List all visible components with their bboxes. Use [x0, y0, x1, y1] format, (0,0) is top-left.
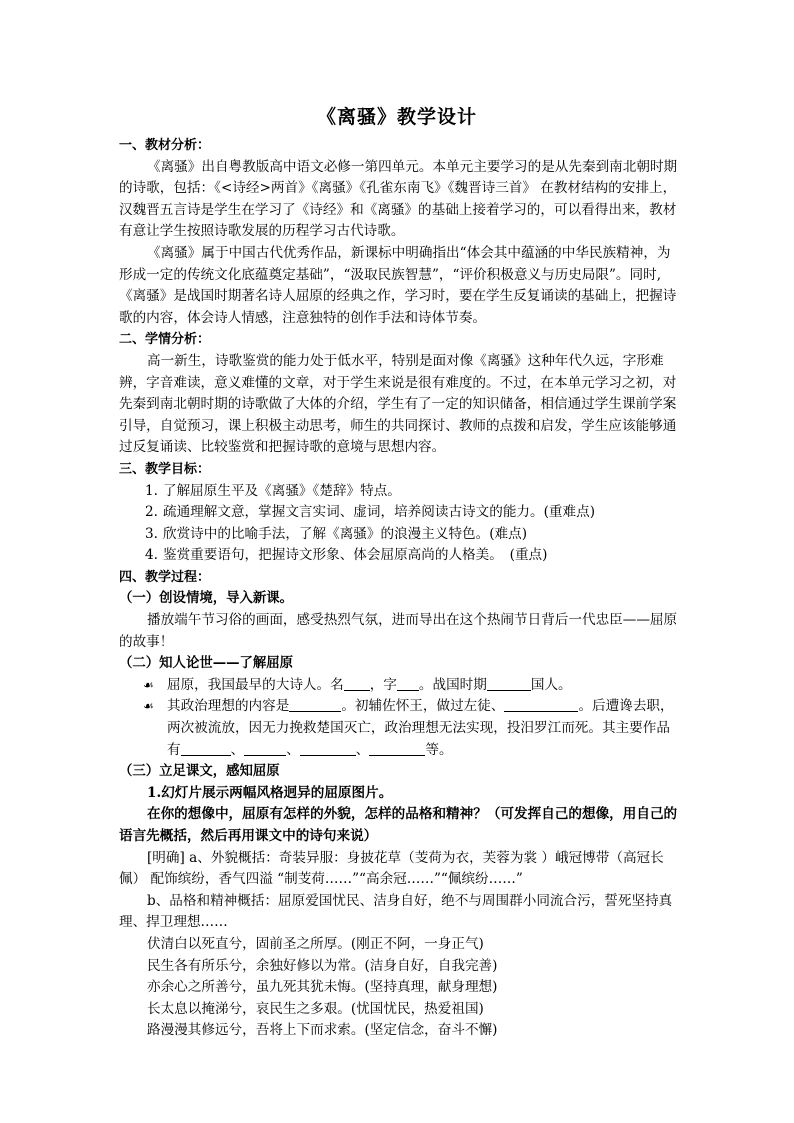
bullet-icon: ☙	[143, 677, 154, 692]
goal-item: 3. 欣赏诗中的比喻手法，了解《离骚》的浪漫主义特色。(难点)	[145, 525, 528, 542]
paragraph: 《离骚》出自粤教版高中语文必修一第四单元。本单元主要学习的是从先秦到南北朝时期的诗歌，包括：《<诗经>两首》《离骚》《孔雀东南飞》《魏晋诗三首》 在教材结构的安排上，汉魏晋五言诗是学生在学习了《诗经》和《离骚》的基础上接着学习的，可以看得出来，教材有意让学生按照诗歌发展的历程学习古代诗歌。	[119, 158, 678, 240]
blank-field	[504, 697, 578, 712]
poem-line: 长太息以掩涕兮，哀民生之多艰。(忧国忧民，热爱祖国)	[147, 1000, 484, 1017]
poem-line: 伏清白以死直兮，固前圣之所厚。(刚正不阿，一身正气)	[147, 935, 484, 952]
subsection-heading: （一）创设情境，导入新课。	[119, 591, 294, 607]
answer: b、品格和精神概括：屈原爱国忧民、洁身自好，绝不与周围群小同流合污，誓死坚持真理、捍卫理想……	[119, 892, 673, 931]
blank-field	[244, 741, 286, 756]
fill-in-item: ☙ 屈原，我国最早的大诗人。名 ，字 。战国时期 国人。	[119, 675, 679, 697]
subsection-heading: （二）知人论世——了解屈原	[119, 656, 294, 672]
subsection-heading: （三）立足课文，感知屈原	[119, 764, 280, 780]
blank-field	[289, 697, 341, 712]
document-body	[119, 135, 679, 1042]
paragraph: 《离骚》属于中国古代优秀作品，新课标中明确指出“体会其中蕴涵的中华民族精神，为形成一定的传统文化底蕴奠定基础”，“汲取民族智慧”，“评价积极意义与历史局限”。同时,《离骚》是战国时期著名诗人屈原的经典之作，学习时，要在学生反复诵读的基础上，把握诗歌的内容，体会诗人情感，注意独特的创作手法和诗体节奏。	[119, 244, 677, 326]
goal-item: 2. 疏通理解文意，掌握文言实词、虚词，培养阅读古诗文的能力。(重难点)	[145, 504, 596, 521]
document-title: 《离骚》教学设计	[316, 106, 477, 128]
poem-line: 亦余心之所善兮，虽九死其犹未悔。(坚持真理，献身理想)	[147, 979, 498, 996]
blank-field	[397, 676, 419, 691]
goal-item: 1. 了解屈原生平及《离骚》《楚辞》特点。	[145, 482, 401, 499]
paragraph: 高一新生，诗歌鉴赏的能力处于低水平，特别是面对像《离骚》这种年代久远，字形难辨，字音难读，意义难懂的文章，对于学生来说是很有难度的。不过，在本单元学习之初，对先秦到南北朝时期的诗歌做了大体的介绍，学生有了一定的知识储备，相信通过学生课前学案引导，自觉预习，课上积极主动思考，师生的共同探讨、教师的点拨和启发，学生应该能够通过反复诵读、比较鉴赏和把握诗歌的意境与思想内容。	[119, 352, 677, 456]
poem-line: 民生各有所乐兮，余独好修以为常。(洁身自好，自我完善)	[147, 957, 498, 974]
blank-field	[181, 741, 231, 756]
fill-in-item: ☙ 其政治理想的内容是 。初辅佐怀王，做过左徒、 。后遭谗去职，两次被流放，因无力挽救楚国灭亡，政治理想无法实现，投汨罗江而死。其主要作品有 、 、 、 等。	[143, 698, 674, 758]
blank-field	[300, 741, 356, 756]
section-heading-process: 四、教学过程：	[119, 569, 211, 585]
answer: [明确] a、外貌概括：奇装异服：身披花草（芰荷为衣，芙蓉为裳 ）峨冠博带（高冠长佩） 配饰缤纷，香气四溢 “制芰荷……”“高余冠……”“佩缤纷……”	[119, 849, 664, 888]
paragraph: 播放端午节习俗的画面，感受热烈气氛，进而导出在这个热闹节日背后一代忠臣——屈原的故事！	[119, 612, 678, 650]
goal-item: 4. 鉴赏重要语句，把握诗文形象、体会屈原高尚的人格美。 (重点)	[145, 547, 548, 564]
poem-line: 路漫漫其修远兮，吾将上下而求索。(坚定信念，奋斗不懈)	[147, 1022, 498, 1039]
section-heading-students: 二、学情分析：	[119, 332, 211, 348]
section-heading-goals: 三、教学目标：	[119, 461, 211, 477]
blank-field	[487, 676, 531, 691]
paragraph: 1.幻灯片展示两幅风格迥异的屈原图片。	[147, 784, 393, 801]
question: 在你的想像中，屈原有怎样的外貌，怎样的品格和精神？（可发挥自己的想像，用自己的语言先概括，然后再用课文中的诗句来说）	[119, 806, 678, 844]
blank-field	[369, 741, 425, 756]
blank-field	[344, 676, 370, 691]
section-heading-materials: 一、教材分析：	[119, 138, 211, 153]
bullet-icon: ☙	[143, 699, 154, 714]
